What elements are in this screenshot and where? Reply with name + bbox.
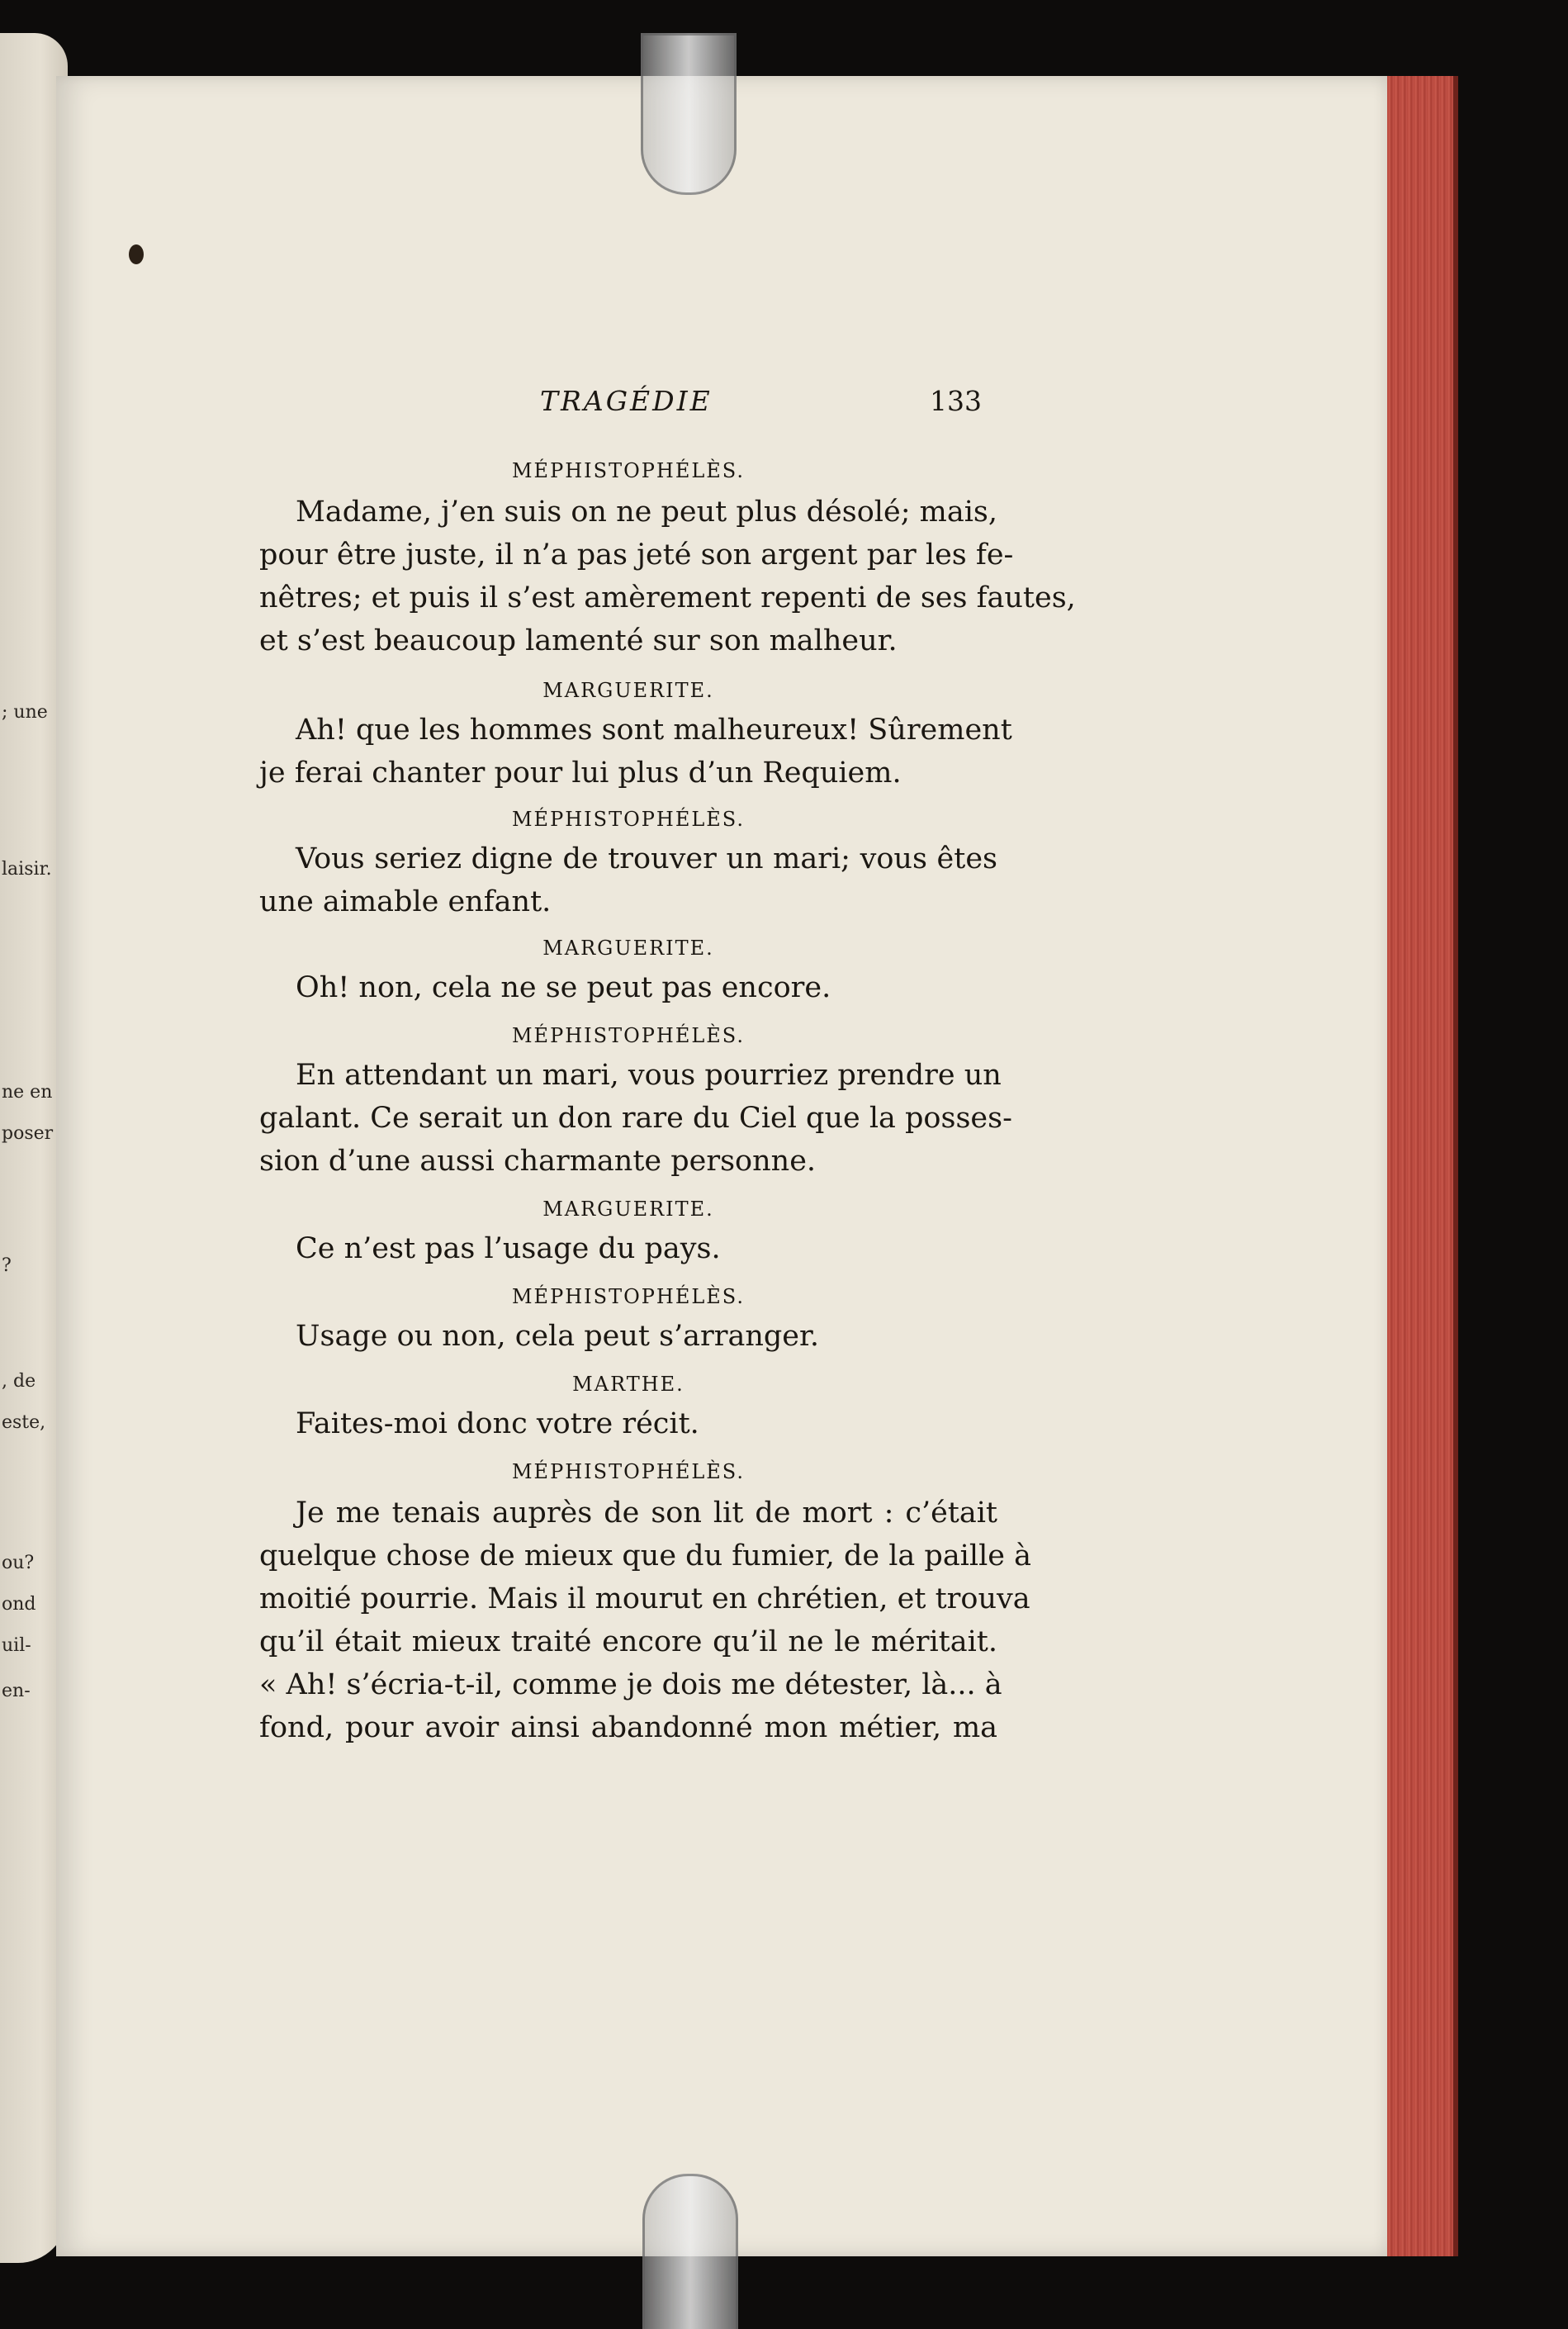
left-page-fragment: , de xyxy=(2,1371,36,1392)
left-page-fragment: laisir. xyxy=(2,859,52,880)
text-line: fond, pour avoir ainsi abandonné mon métier, ma xyxy=(259,1711,997,1744)
left-page-fragment: uil- xyxy=(2,1635,31,1656)
page-clip-top xyxy=(641,33,737,195)
text-line: nêtres; et puis il s’est amèrement repenti de ses fautes, xyxy=(259,581,1076,614)
speaker-name: MÉPHISTOPHÉLÈS. xyxy=(511,459,746,482)
text-line: « Ah! s’écria-t-il, comme je dois me détester, là... à xyxy=(259,1668,1002,1701)
left-page-fragment: este, xyxy=(2,1412,46,1433)
left-page-fragment: ond xyxy=(2,1594,36,1615)
text-line: En attendant un mari, vous pourriez prendre un xyxy=(296,1059,1002,1092)
text-line: galant. Ce serait un don rare du Ciel que la posses- xyxy=(259,1102,1012,1135)
text-line: Madame, j’en suis on ne peut plus désolé; mais, xyxy=(296,496,997,529)
text-line: moitié pourrie. Mais il mourut en chrétien, et trouva xyxy=(259,1582,1030,1615)
left-page-fragment: en- xyxy=(2,1681,31,1701)
speaker-name: MÉPHISTOPHÉLÈS. xyxy=(511,1460,746,1483)
text-line: Oh! non, cela ne se peut pas encore. xyxy=(296,971,831,1004)
text-line: je ferai chanter pour lui plus d’un Requiem. xyxy=(259,757,902,790)
speaker-name: MÉPHISTOPHÉLÈS. xyxy=(511,1285,746,1308)
text-line: Faites-moi donc votre récit. xyxy=(296,1407,699,1440)
page-clip-bottom xyxy=(642,2174,738,2329)
text-line: Ah! que les hommes sont malheureux! Sûrement xyxy=(296,714,1012,747)
speaker-name: MÉPHISTOPHÉLÈS. xyxy=(511,808,746,831)
text-line: une aimable enfant. xyxy=(259,885,552,918)
text-line: sion d’une aussi charmante personne. xyxy=(259,1145,817,1178)
speaker-name: MARGUERITE. xyxy=(542,1198,714,1221)
left-page-fragment: poser xyxy=(2,1123,54,1144)
left-page-fragment: ? xyxy=(2,1255,12,1276)
left-page-fragment: ne en xyxy=(2,1082,53,1103)
speaker-name: MARTHE. xyxy=(572,1373,685,1396)
page-edge xyxy=(1387,76,1458,2256)
text-line: Je me tenais auprès de son lit de mort : c’était xyxy=(296,1497,997,1530)
speaker-name: MARGUERITE. xyxy=(542,937,714,960)
text-line: pour être juste, il n’a pas jeté son argent par les fe- xyxy=(259,538,1014,572)
speaker-name: MARGUERITE. xyxy=(542,679,714,702)
ink-speck xyxy=(129,244,144,264)
text-line: Ce n’est pas l’usage du pays. xyxy=(296,1232,721,1265)
text-line: et s’est beaucoup lamenté sur son malheur. xyxy=(259,624,898,657)
text-line: Vous seriez digne de trouver un mari; vous êtes xyxy=(296,842,997,875)
text-line: quelque chose de mieux que du fumier, de la paille à xyxy=(259,1539,1031,1572)
page-number: 133 xyxy=(930,385,982,417)
text-line: qu’il était mieux traité encore qu’il ne le méritait. xyxy=(259,1625,997,1658)
running-head: TRAGÉDIE xyxy=(540,385,713,417)
text-line: Usage ou non, cela peut s’arranger. xyxy=(296,1320,820,1353)
left-page-fragment: ou? xyxy=(2,1553,35,1573)
speaker-name: MÉPHISTOPHÉLÈS. xyxy=(511,1024,746,1047)
left-page-fragment: ; une xyxy=(2,702,48,723)
